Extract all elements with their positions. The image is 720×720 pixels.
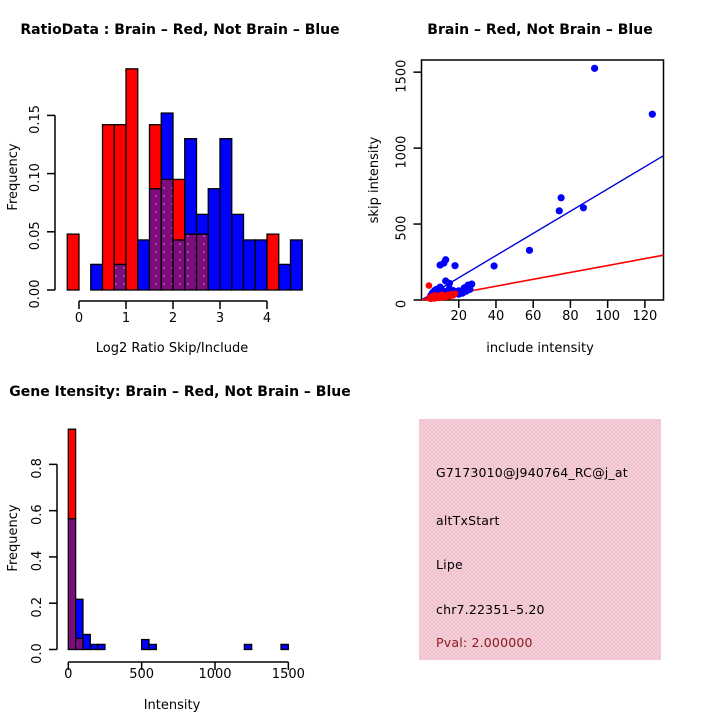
- blue-point: [451, 262, 458, 269]
- hist-bar: [244, 240, 256, 290]
- gene-histogram-plot: [0, 360, 360, 720]
- blue-point: [580, 204, 587, 211]
- hist-bar: [67, 234, 79, 290]
- ratio-histogram-plot: [0, 0, 360, 360]
- ratio-histogram-ylabel: Frequency: [6, 143, 21, 211]
- annotation-panel: [360, 360, 720, 720]
- hist-bar: [173, 179, 185, 240]
- blue-point: [558, 194, 565, 201]
- y-tick-label: 0.05: [28, 221, 43, 251]
- x-tick-label: 3: [215, 311, 225, 326]
- hist-bar: [291, 240, 303, 290]
- y-tick-label: 0.2: [30, 596, 45, 618]
- hist-bar: [197, 214, 209, 234]
- probe-id-text: G7173010@J940764_RC@j_at: [436, 465, 628, 480]
- y-tick-label: 1500: [394, 59, 410, 93]
- x-tick-label: 120: [632, 309, 658, 324]
- x-tick-label: 0: [74, 311, 84, 326]
- scatter-title: Brain – Red, Not Brain – Blue: [427, 22, 653, 38]
- event-type-text: altTxStart: [436, 513, 500, 528]
- blue-point: [556, 207, 563, 214]
- hist-bar: [138, 240, 150, 290]
- hist-bar: [244, 644, 251, 649]
- x-tick-label: 40: [487, 309, 505, 324]
- y-tick-label: 0.8: [30, 458, 45, 479]
- hist-bar: [98, 644, 105, 649]
- red-point: [452, 290, 459, 297]
- y-tick-label: 0.10: [28, 163, 43, 193]
- pval-text: Pval: 2.000000: [436, 635, 533, 650]
- hist-bar: [83, 634, 90, 649]
- hist-bar: [91, 264, 103, 290]
- x-tick-label: 2: [168, 311, 178, 326]
- ratio-histogram-title: RatioData : Brain – Red, Not Brain – Blue: [20, 22, 340, 38]
- x-tick-label: 100: [595, 309, 621, 324]
- blue-point: [591, 65, 598, 72]
- ratio-histogram-xlabel: Log2 Ratio Skip/Include: [95, 341, 249, 356]
- hist-bar: [142, 640, 149, 650]
- hist-bar: [255, 240, 267, 290]
- hist-bar: [281, 644, 288, 649]
- x-tick-label: 1000: [198, 667, 232, 682]
- x-tick-label: 80: [562, 309, 579, 324]
- hist-bar: [161, 113, 173, 179]
- red-point: [426, 282, 433, 289]
- intensity-scatter-panel: [360, 0, 720, 360]
- locus-text: chr7.22351–5.20: [436, 602, 545, 617]
- blue-point: [442, 256, 449, 263]
- x-tick-label: 500: [129, 667, 155, 682]
- hist-bar: [103, 125, 115, 290]
- scatter-xlabel: include intensity: [486, 341, 594, 356]
- x-tick-label: 1500: [271, 667, 305, 682]
- hist-bar: [90, 644, 97, 649]
- y-tick-label: 1000: [394, 135, 410, 169]
- hist-bar: [150, 125, 162, 189]
- hist-bar: [220, 139, 232, 290]
- gene-histogram-xlabel: Intensity: [143, 698, 201, 713]
- gene-histogram-title: Gene Itensity: Brain – Red, Not Brain – Blue: [9, 384, 351, 400]
- y-tick-label: 0: [394, 299, 410, 309]
- hist-bar-overlap: [173, 240, 185, 290]
- hist-bar-overlap: [161, 179, 173, 290]
- hist-bar-overlap: [76, 638, 83, 649]
- hist-bar-overlap: [185, 234, 197, 290]
- hist-bar: [149, 644, 156, 649]
- hist-bar-overlap: [68, 519, 75, 650]
- hist-bar: [185, 139, 197, 234]
- blue-point: [526, 247, 533, 254]
- hist-bar: [279, 264, 291, 290]
- gene-name-text: Lipe: [436, 557, 463, 572]
- hist-bar: [232, 214, 244, 290]
- y-tick-label: 0.15: [28, 104, 43, 134]
- hist-bar-overlap: [150, 189, 162, 290]
- scatter-plot: [360, 0, 720, 360]
- scatter-ylabel: skip intensity: [367, 136, 382, 224]
- hist-bar: [208, 189, 220, 290]
- hist-bar-overlap: [114, 264, 126, 290]
- x-tick-label: 20: [450, 309, 468, 324]
- x-tick-label: 1: [121, 311, 131, 326]
- ratio-histogram-panel: [0, 0, 360, 360]
- blue-point: [491, 262, 498, 269]
- blue-point: [466, 286, 473, 293]
- y-tick-label: 0.4: [30, 550, 45, 572]
- y-tick-label: 0.6: [30, 504, 45, 526]
- x-tick-label: 4: [262, 311, 272, 326]
- x-tick-label: 0: [64, 667, 73, 682]
- gene-histogram-panel: [0, 360, 360, 720]
- annotation-box: [419, 419, 661, 660]
- hist-bar-overlap: [197, 234, 209, 290]
- blue-point: [649, 111, 656, 118]
- gene-histogram-ylabel: Frequency: [6, 504, 21, 572]
- y-tick-label: 0.0: [30, 643, 45, 664]
- hist-bar: [114, 125, 126, 265]
- hist-bar: [76, 599, 83, 638]
- x-tick-label: 60: [524, 309, 542, 324]
- hist-bar: [68, 429, 75, 519]
- hist-bar: [126, 69, 138, 290]
- y-tick-label: 0.00: [28, 279, 43, 309]
- hist-bar: [267, 234, 279, 290]
- y-tick-label: 500: [394, 215, 410, 241]
